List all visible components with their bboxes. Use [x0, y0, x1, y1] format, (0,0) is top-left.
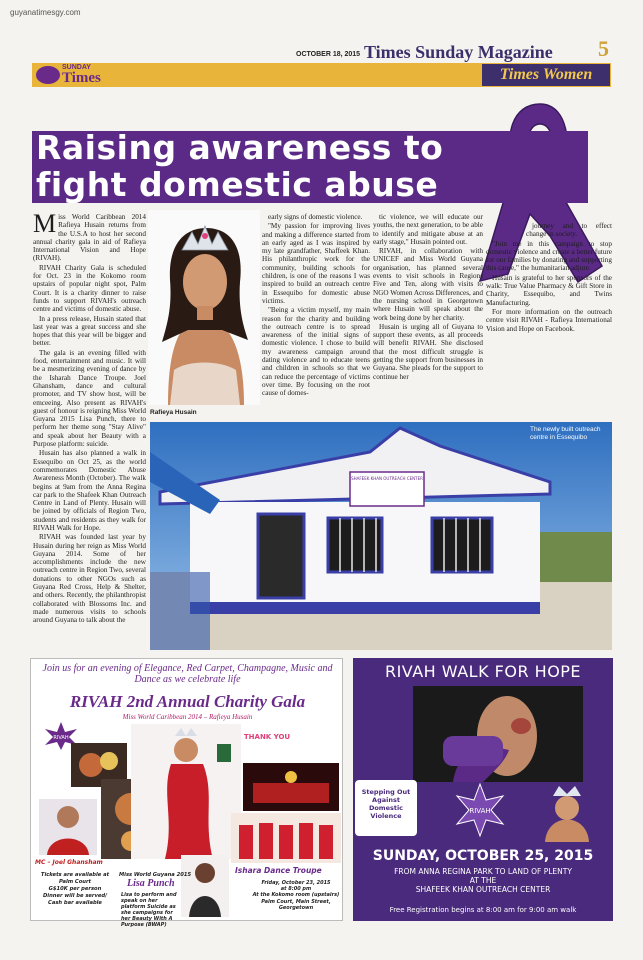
portrait-photo — [148, 210, 260, 405]
walk-advertisement — [353, 658, 613, 921]
page-number: 5 — [598, 36, 609, 61]
gala-advertisement — [30, 658, 343, 928]
stage-photo — [243, 763, 339, 811]
dance-troupe-photo — [231, 813, 341, 863]
mc-photo — [39, 799, 97, 855]
outreach-centre-photo — [150, 422, 612, 650]
photo-caption: The newly built outreach centre in Essequibo — [530, 426, 601, 441]
paragraph: In a press release, Husain stated that last year was a great success and she hopes that this year will be bigger and better. — [33, 314, 146, 348]
paragraph: "Being a victim myself, my main reason for the charity and building the outreach centre is to spread awareness of the initial signs of domestic violence. I chose to build my awareness campaign around dating violence and to educate teens and children in schools so that we can reduce the percentage of victims over time. By focusing on the root cause of domes- — [262, 306, 370, 398]
paragraph: Husain is urging all of Guyana to support these events, as all proceeds will benefit RIVAH. She disclosed that the most difficult struggle is getting the support from businesses in Guyana. She pleads for the support to continue her — [373, 322, 483, 381]
drop-cap: M — [33, 209, 57, 238]
paragraph: early signs of domestic violence. — [268, 213, 363, 221]
article-column-4 — [486, 222, 612, 450]
paragraph: The gala is an evening filled with food, entertainment and music. It will be a mesmerizing evening of dance by the Isharah Dance Troupe. Joel Ghansham, dance and cultural promoter, and TV show host, will be emceeing. Also present as RIVAH's guest of honour is reigning Miss World Guyana 2015 Lisa Punch, there to perform her theme song "Stay Alive" and speak about her Beauty with a Purpose platform: suicide. — [33, 348, 146, 449]
logo-swoosh-icon — [36, 66, 60, 84]
rafieya-crown-photo — [525, 782, 609, 842]
section-label: Times Women — [482, 64, 610, 86]
gala-badge-text: RIVAH — [53, 735, 69, 741]
walk-registration: Free Registration begins at 8:00 am for 9:00 am walk — [389, 906, 577, 914]
guest-name: Lisa Punch — [127, 878, 175, 889]
headline — [36, 129, 556, 203]
paragraph: iss World Caribbean 2014 Rafieya Husain returns from the U.S.A to host her second annual charity gala in aid of Rafieya International Vision and Hope (RIVAH). — [33, 213, 146, 263]
portrait-caption: Rafieya Husain — [150, 409, 197, 416]
gala-mc: MC – Joel Ghansham — [35, 859, 103, 866]
guest-description: Lisa to perform and speak on her platform Suicide as she campaigns for her Beauty With A Purpose (BWAP) — [121, 892, 177, 928]
walk-logo-text: RIVAH — [469, 807, 491, 815]
walk-hero-photo — [413, 686, 583, 782]
thank-you-text: THANK YOU — [243, 733, 291, 741]
guest-heading: Miss World Guyana 2015 — [119, 872, 192, 878]
paragraph: RIVAH, in collaboration with UNICEF and Miss World Guyana organisation, has planned several events to visit schools in Regions Five and Ten, along with visits to NGO Women Across Differences, and the nursing school in Georgetown where Husain will speak about the work being done by her charity. — [373, 247, 483, 322]
thank-you-graphic — [243, 725, 291, 757]
site-url: guyanatimesgy.com — [10, 8, 81, 17]
article-column-2 — [262, 213, 370, 448]
gala-when-where: Friday, October 23, 2015 at 8:00 pm At the Kokomo room (upstairs) Palm Court, Main Street, Georgetown — [252, 880, 340, 911]
paragraph: RIVAH Charity Gala is scheduled for Oct. 23 in the Kokomo room upstairs of popular night spot, Palm Court. It is a charity dinner to raise funds to support RIVAH's outreach centre and victims of domestic abuse. — [33, 263, 146, 314]
walk-badge-text: Stepping Out Against Domestic Violence — [361, 788, 411, 820]
walk-title: RIVAH WALK FOR HOPE — [384, 662, 582, 681]
paragraph: For more information on the outreach centre visit RIVAH - Rafieya International Vision and Hope on Facebook. — [486, 307, 612, 333]
magazine-title: Times Sunday Magazine — [364, 42, 553, 62]
article-column-1 — [33, 209, 146, 650]
rivah-star-logo-icon — [445, 782, 515, 838]
issue-date: OCTOBER 18, 2015 — [296, 51, 361, 58]
paragraph: Husain has also planned a walk in Essequibo on Oct 25, as the world commemorates Domestic Abuse Awareness Month (October). The walk begins at 9am from the Anna Regina car park to the Shafeek Khan Outreach Centre in Land of Plenty. Husain will be joined by officials of Region Two, students and residents as they walk for RIVAH Walk for Hope. — [33, 449, 146, 532]
paragraph: journey and to effect change in society. — [526, 222, 612, 239]
logo-big-text: Times — [62, 70, 101, 86]
building-sign: SHAFEEK KHAN OUTREACH CENTER — [351, 476, 423, 481]
paragraph: tic violence, we will educate our youths, the next generation, to be able to identify and mitigate abuse at an early stage," Husain pointed out. — [373, 213, 483, 246]
paragraph: Husain is grateful to her sponsors of the walk: True Value Pharmacy & Gift Store in Charity, Essequibo, and Twins Manufacturing. — [486, 273, 612, 307]
lisa-punch-photo — [181, 855, 229, 917]
gala-title: RIVAH 2nd Annual Charity Gala — [69, 692, 306, 711]
gala-intro: Join us for an evening of Elegance, Red Carpet, Champagne, Music and Dance as we celebrate life — [42, 663, 333, 685]
paragraph: "My passion for improving lives and making a difference started from an early aged as I was inspired by my late grandfather, Shaffeek Khan. His philanthropic work for the community, building schools for children, is one of the reasons I was inspired to build an outreach centre in Essequibo for domestic abuse victims. — [262, 222, 370, 305]
paragraph: "Join me in this campaign to stop domestic violence and create a better future for our families by donating and supporting this cause," the humanitarian adjure. — [486, 239, 612, 273]
headline-line-2: fight domestic abuse — [36, 165, 439, 204]
walk-route: FROM ANNA REGINA PARK TO LAND OF PLENTY AT THE SHAFEEK KHAN OUTREACH CENTER — [394, 867, 572, 894]
logo-small-text: SUNDAY — [62, 64, 91, 71]
times-logo — [34, 64, 116, 86]
walk-date: SUNDAY, OCTOBER 25, 2015 — [372, 848, 594, 864]
paragraph: RIVAH was founded last year by Husain during her reign as Miss World Guyana 2014. Some of her accomplishments include the new outreach centre in Region Two, several donations to other NGOs such as Guyana Red Cross, Help & Shelter, and others. Recently, the philanthropist collaborated with Blossoms Inc. and made numerous visits to schools around Guyana to talk about the — [33, 533, 146, 625]
article-column-3 — [373, 213, 483, 448]
rafieya-husain-photo — [131, 724, 241, 859]
gala-subtitle: Miss World Caribbean 2014 – Rafieya Husain — [122, 713, 253, 721]
gala-tickets: Tickets are available at Palm Court G$10K per person Dinner will be served/ Cash bar available — [40, 872, 110, 906]
dance-troupe-label: Ishara Dance Troupe — [235, 866, 322, 875]
headline-line-1: Raising awareness to — [36, 128, 444, 167]
